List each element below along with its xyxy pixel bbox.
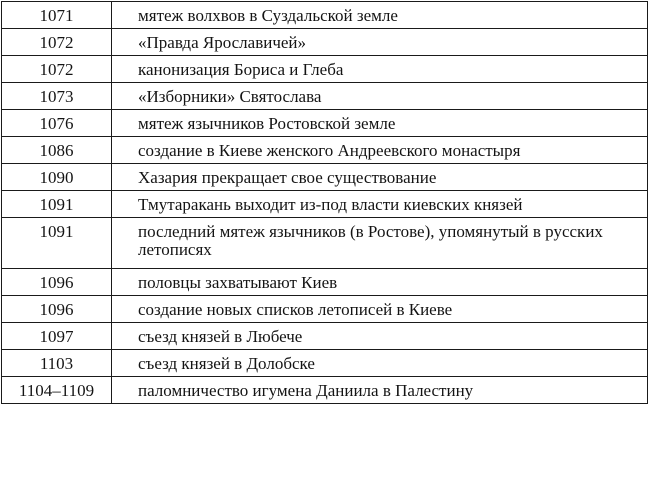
table-row — [2, 2, 648, 29]
table-row — [2, 29, 648, 56]
year-cell: 1073 — [2, 83, 112, 110]
event-cell: «Правда Ярославичей» — [112, 29, 648, 56]
event-cell: последний мятеж язычников (в Ростове), упомянутый в русских летописях — [112, 218, 648, 269]
year-cell: 1086 — [2, 137, 112, 164]
year-cell: 1091 — [2, 218, 112, 269]
table-row — [2, 137, 648, 164]
table-row — [2, 110, 648, 137]
year-cell: 1104–1109 — [2, 377, 112, 404]
event-cell: создание новых списков летописей в Киеве — [112, 296, 648, 323]
year-cell: 1097 — [2, 323, 112, 350]
chronology-table — [1, 1, 648, 404]
year-cell: 1072 — [2, 29, 112, 56]
event-cell: мятеж волхвов в Суздальской земле — [112, 2, 648, 29]
table-row — [2, 269, 648, 296]
year-cell: 1072 — [2, 56, 112, 83]
event-cell: съезд князей в Любече — [112, 323, 648, 350]
table-row — [2, 164, 648, 191]
table-row — [2, 191, 648, 218]
event-cell: «Изборники» Святослава — [112, 83, 648, 110]
year-cell: 1103 — [2, 350, 112, 377]
table-row — [2, 350, 648, 377]
year-cell: 1091 — [2, 191, 112, 218]
table-row — [2, 377, 648, 404]
event-cell: паломничество игумена Даниила в Палестину — [112, 377, 648, 404]
table-row — [2, 83, 648, 110]
year-cell: 1096 — [2, 296, 112, 323]
table-row — [2, 296, 648, 323]
event-cell: мятеж язычников Ростовской земле — [112, 110, 648, 137]
table-row — [2, 56, 648, 83]
year-cell: 1090 — [2, 164, 112, 191]
event-cell: создание в Киеве женского Андреевского монастыря — [112, 137, 648, 164]
event-cell: канонизация Бориса и Глеба — [112, 56, 648, 83]
event-cell: съезд князей в Долобске — [112, 350, 648, 377]
table-row — [2, 323, 648, 350]
year-cell: 1076 — [2, 110, 112, 137]
table-row — [2, 218, 648, 269]
event-cell: половцы захватывают Киев — [112, 269, 648, 296]
event-cell: Тмутаракань выходит из-под власти киевских князей — [112, 191, 648, 218]
year-cell: 1071 — [2, 2, 112, 29]
year-cell: 1096 — [2, 269, 112, 296]
event-cell: Хазария прекращает свое существование — [112, 164, 648, 191]
